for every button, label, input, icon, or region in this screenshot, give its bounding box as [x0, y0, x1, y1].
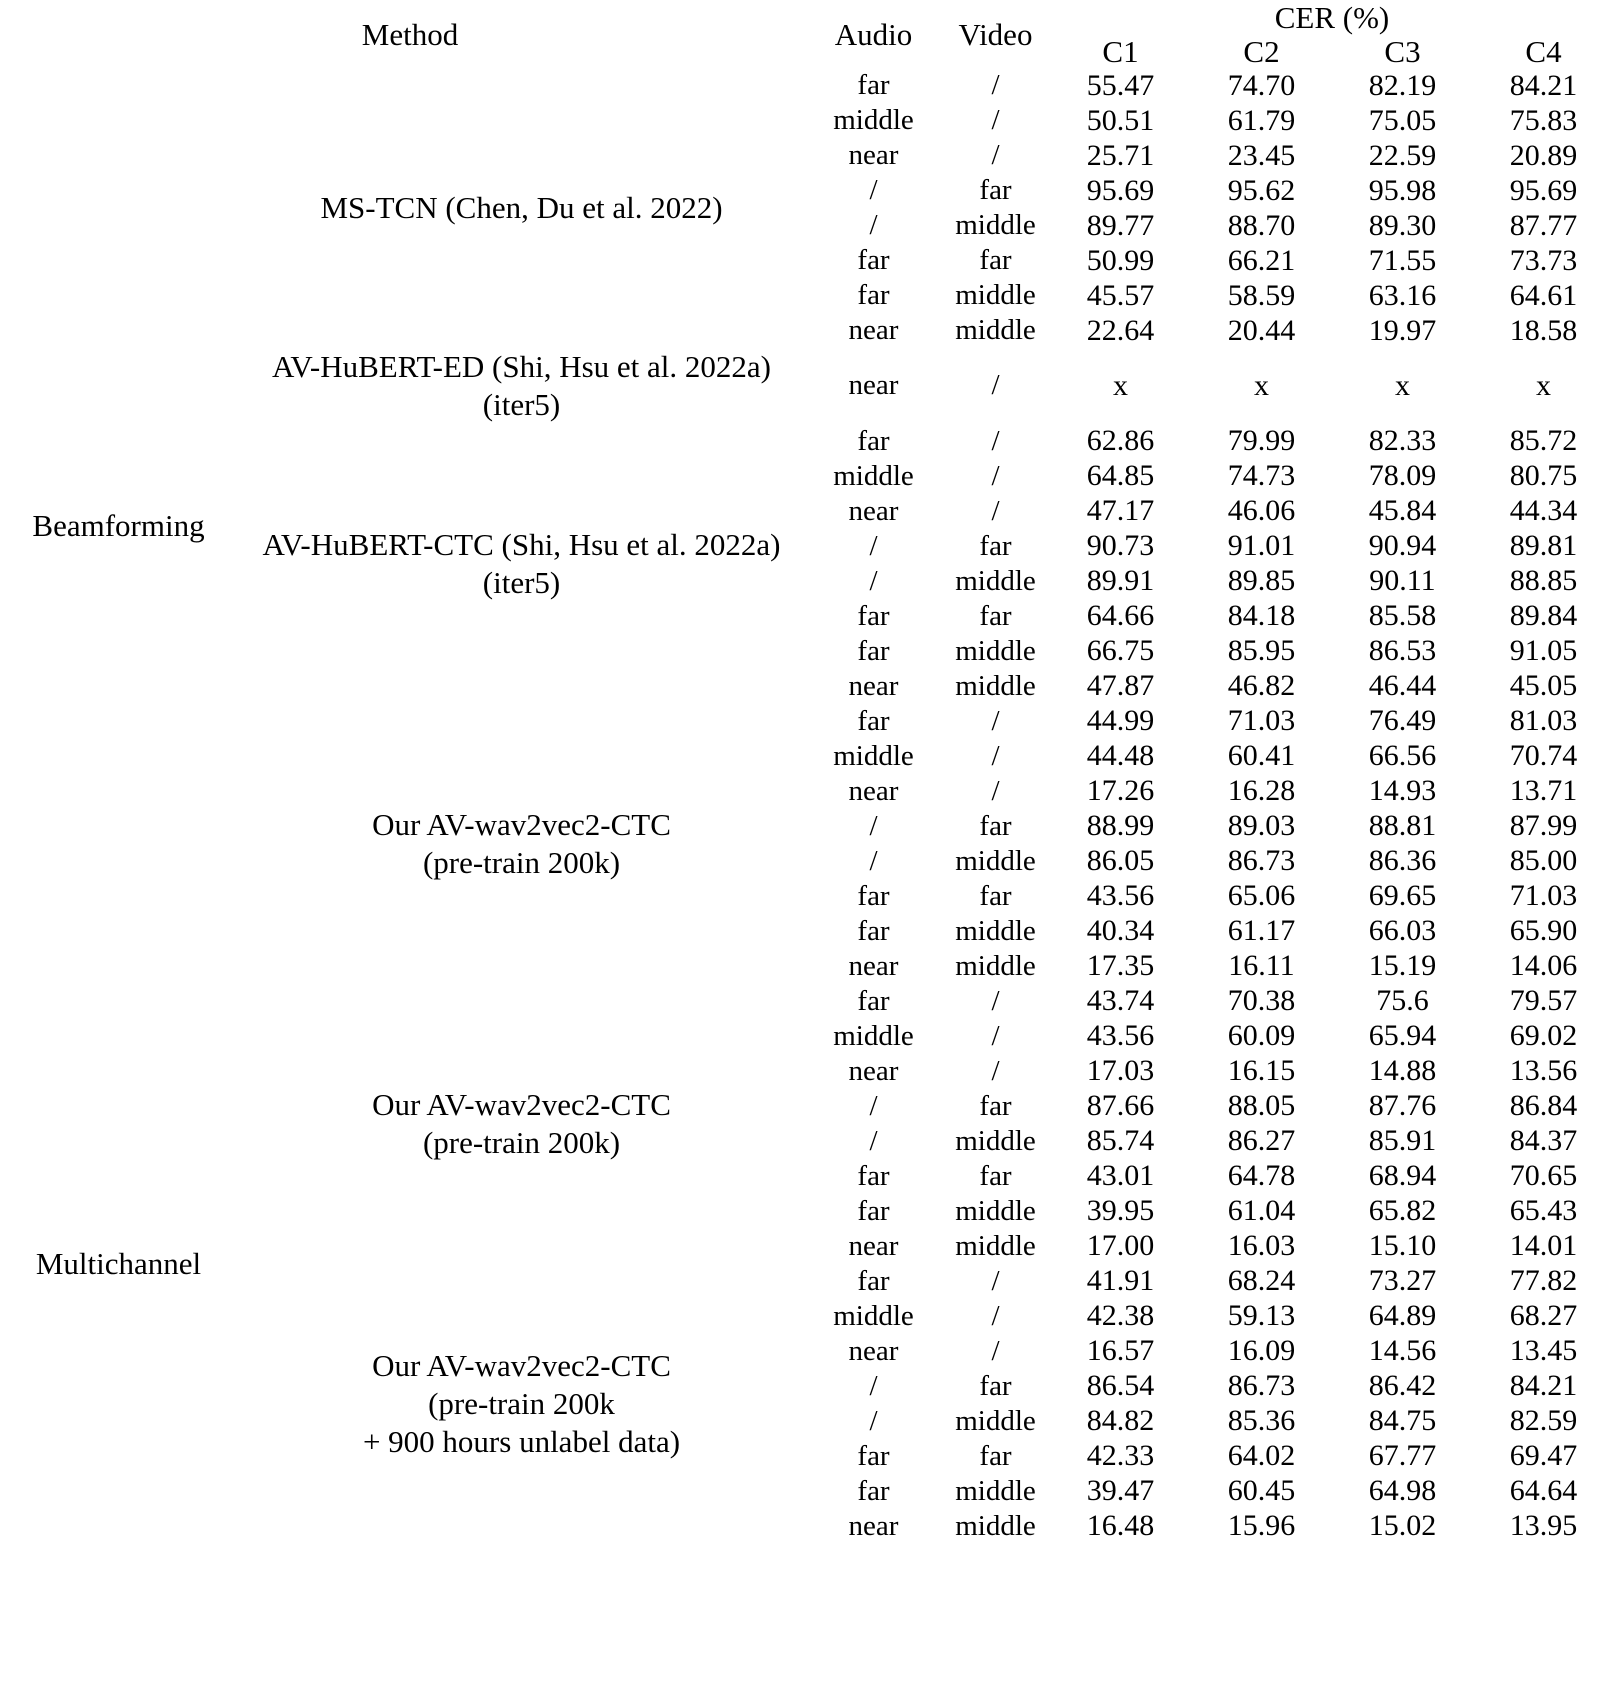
- cell-cer-c4: 71.03: [1509, 879, 1578, 913]
- cell-cer-c2: 89.03: [1227, 809, 1296, 843]
- cell-cer-c1: 42.38: [1086, 1299, 1155, 1333]
- header-audio: Audio: [834, 16, 913, 52]
- cell-video: /: [991, 139, 1000, 171]
- cell-video: middle: [955, 279, 1036, 311]
- cell-cer-c3: 19.97: [1368, 313, 1437, 347]
- cell-cer-c1: 41.91: [1086, 1264, 1155, 1298]
- method-label-line: (iter5): [482, 564, 561, 600]
- cell-cer-c2: 85.36: [1227, 1404, 1296, 1438]
- cell-video: middle: [955, 1404, 1036, 1437]
- cell-cer-c2: 46.06: [1227, 494, 1296, 528]
- cell-video: middle: [955, 914, 1036, 947]
- cell-cer-c2: 15.96: [1227, 1509, 1296, 1543]
- cell-cer-c4: 45.05: [1509, 669, 1578, 703]
- method-label: [237, 1264, 806, 1544]
- cell-video: /: [991, 1054, 1000, 1087]
- method-label-line: Our AV-wav2vec2-CTC: [372, 1086, 671, 1122]
- cell-cer-c4: 79.57: [1509, 984, 1578, 1018]
- cell-cer-c3: 64.98: [1368, 1474, 1437, 1508]
- cell-audio: /: [869, 1404, 878, 1437]
- cell-cer-c1: 64.66: [1086, 599, 1155, 633]
- cell-cer-c3: 14.56: [1368, 1334, 1437, 1368]
- method-label-line: (iter5): [482, 386, 561, 422]
- cell-cer-c4: 85.72: [1509, 424, 1578, 458]
- cell-cer-c3: 22.59: [1368, 138, 1437, 172]
- cell-cer-c4: 85.00: [1509, 844, 1578, 878]
- table-row: [0, 348, 1614, 424]
- cell-cer-c2: 88.70: [1227, 208, 1296, 242]
- cell-audio: near: [848, 369, 899, 402]
- cell-cer-c2: 59.13: [1227, 1299, 1296, 1333]
- cell-cer-c4: 65.43: [1509, 1194, 1578, 1228]
- cell-cer-c2: 70.38: [1227, 984, 1296, 1018]
- cell-audio: far: [857, 1159, 890, 1192]
- cell-cer-c2: 66.21: [1227, 243, 1296, 277]
- cell-cer-c1: 50.99: [1086, 243, 1155, 277]
- cell-video: far: [979, 1159, 1012, 1192]
- cell-audio: /: [869, 529, 878, 562]
- cell-video: /: [991, 459, 1000, 492]
- cell-cer-c1: 64.85: [1086, 459, 1155, 493]
- table-row: [0, 1264, 1614, 1299]
- cell-audio: far: [857, 704, 890, 737]
- cell-cer-c1: 17.26: [1086, 774, 1155, 808]
- cell-audio: far: [857, 984, 890, 1017]
- cell-audio: /: [869, 844, 878, 877]
- cell-video: middle: [955, 209, 1036, 241]
- cell-cer-c3: 15.02: [1368, 1509, 1437, 1543]
- method-label-line: AV-HuBERT-CTC (Shi, Hsu et al. 2022a): [262, 526, 781, 562]
- cell-cer-c2: 74.73: [1227, 459, 1296, 493]
- method-label-line: + 900 hours unlabel data): [362, 1423, 681, 1459]
- cell-audio: far: [857, 879, 890, 912]
- cell-video: middle: [955, 314, 1036, 346]
- cell-cer-c4: 14.06: [1509, 949, 1578, 983]
- method-label: [237, 424, 806, 704]
- cell-cer-c3: 84.75: [1368, 1404, 1437, 1438]
- cell-cer-c3: 88.81: [1368, 809, 1437, 843]
- cell-cer-c1: 39.47: [1086, 1474, 1155, 1508]
- cell-cer-c3: 95.98: [1368, 173, 1437, 207]
- method-label-line: Our AV-wav2vec2-CTC: [372, 1347, 671, 1383]
- cell-cer-c3: 73.27: [1368, 1264, 1437, 1298]
- cell-cer-c4: x: [1536, 368, 1551, 402]
- cell-cer-c1: 89.91: [1086, 564, 1155, 598]
- cell-audio: far: [857, 914, 890, 947]
- cell-cer-c2: 68.24: [1227, 1264, 1296, 1298]
- cell-audio: /: [869, 1124, 878, 1157]
- cell-video: /: [991, 1299, 1000, 1332]
- cell-cer-c3: 15.19: [1368, 949, 1437, 983]
- cell-cer-c2: 91.01: [1227, 529, 1296, 563]
- cell-cer-c1: 50.51: [1086, 103, 1155, 137]
- cell-audio: near: [848, 1229, 899, 1262]
- cell-audio: near: [848, 1509, 899, 1542]
- cell-cer-c2: 89.85: [1227, 564, 1296, 598]
- cell-cer-c1: 43.01: [1086, 1159, 1155, 1193]
- cell-video: middle: [955, 634, 1036, 667]
- cell-audio: /: [869, 809, 878, 842]
- cell-video: middle: [955, 564, 1036, 597]
- cell-cer-c3: 69.65: [1368, 879, 1437, 913]
- cell-cer-c4: 73.73: [1509, 243, 1578, 277]
- cell-video: /: [991, 739, 1000, 772]
- cell-audio: far: [857, 1264, 890, 1297]
- cell-cer-c2: 84.18: [1227, 599, 1296, 633]
- cell-audio: /: [869, 1369, 878, 1402]
- cell-video: /: [991, 69, 1000, 101]
- cell-audio: middle: [833, 459, 914, 492]
- cell-cer-c2: 61.17: [1227, 914, 1296, 948]
- cell-cer-c1: x: [1113, 368, 1128, 402]
- cell-audio: /: [869, 564, 878, 597]
- cell-cer-c3: 90.94: [1368, 529, 1437, 563]
- cell-audio: middle: [833, 1299, 914, 1332]
- method-label: [237, 68, 806, 348]
- cell-cer-c3: 14.88: [1368, 1054, 1437, 1088]
- cell-video: /: [991, 774, 1000, 807]
- cell-cer-c1: 88.99: [1086, 809, 1155, 843]
- cell-cer-c2: 60.41: [1227, 739, 1296, 773]
- table-row: [0, 984, 1614, 1019]
- cell-video: far: [979, 1439, 1012, 1472]
- cell-cer-c4: 82.59: [1509, 1404, 1578, 1438]
- cell-cer-c4: 14.01: [1509, 1229, 1578, 1263]
- cell-cer-c3: 87.76: [1368, 1089, 1437, 1123]
- cell-cer-c1: 42.33: [1086, 1439, 1155, 1473]
- group-label-beamforming: Beamforming: [32, 508, 205, 544]
- cell-audio: far: [857, 634, 890, 667]
- cell-audio: near: [848, 494, 899, 527]
- cell-audio: /: [869, 1089, 878, 1122]
- cell-cer-c3: 86.36: [1368, 844, 1437, 878]
- header-video: Video: [958, 16, 1033, 52]
- cell-cer-c4: 13.56: [1509, 1054, 1578, 1088]
- cell-audio: far: [857, 599, 890, 632]
- method-label: [237, 348, 806, 424]
- cell-cer-c3: 90.11: [1369, 564, 1436, 598]
- group-label-multichannel: Multichannel: [35, 1246, 202, 1282]
- cell-cer-c1: 95.69: [1086, 173, 1155, 207]
- cell-cer-c2: 86.27: [1227, 1124, 1296, 1158]
- cell-cer-c3: 66.56: [1368, 739, 1437, 773]
- method-label-line: Our AV-wav2vec2-CTC: [372, 806, 671, 842]
- cell-cer-c2: 60.45: [1227, 1474, 1296, 1508]
- cell-cer-c1: 22.64: [1086, 313, 1155, 347]
- cell-video: far: [979, 1369, 1012, 1402]
- cell-audio: near: [848, 1334, 899, 1367]
- cell-cer-c3: 82.33: [1368, 424, 1437, 458]
- method-label-line: (pre-train 200k: [428, 1385, 615, 1421]
- cell-video: /: [991, 104, 1000, 136]
- cell-cer-c2: 16.15: [1227, 1054, 1296, 1088]
- cell-cer-c1: 62.86: [1086, 424, 1155, 458]
- cell-video: middle: [955, 1509, 1036, 1542]
- cell-audio: /: [869, 174, 878, 206]
- cell-cer-c1: 40.34: [1086, 914, 1155, 948]
- cell-audio: far: [857, 424, 890, 457]
- cell-cer-c4: 87.77: [1509, 208, 1578, 242]
- method-label-line: (pre-train 200k): [422, 844, 621, 880]
- cell-cer-c1: 17.00: [1086, 1229, 1155, 1263]
- cell-video: far: [979, 1089, 1012, 1122]
- cell-cer-c2: 79.99: [1227, 424, 1296, 458]
- cell-video: /: [991, 1264, 1000, 1297]
- cell-cer-c4: 89.84: [1509, 599, 1578, 633]
- table-body: [0, 68, 1614, 1544]
- cell-cer-c1: 39.95: [1086, 1194, 1155, 1228]
- cell-cer-c4: 95.69: [1509, 173, 1578, 207]
- cell-audio: far: [857, 1474, 890, 1507]
- cell-cer-c4: 65.90: [1509, 914, 1578, 948]
- cell-cer-c2: 64.02: [1227, 1439, 1296, 1473]
- cell-cer-c4: 87.99: [1509, 809, 1578, 843]
- cell-cer-c4: 64.61: [1509, 278, 1578, 312]
- cell-audio: /: [869, 209, 878, 241]
- cell-audio: near: [848, 314, 899, 346]
- cell-cer-c1: 43.56: [1086, 879, 1155, 913]
- cell-cer-c3: 64.89: [1368, 1299, 1437, 1333]
- cell-video: /: [991, 704, 1000, 737]
- header-c1: C1: [1102, 33, 1139, 69]
- cell-cer-c3: 82.19: [1368, 68, 1437, 102]
- cell-cer-c2: 46.82: [1227, 669, 1296, 703]
- cell-cer-c1: 44.99: [1086, 704, 1155, 738]
- cell-cer-c1: 86.54: [1086, 1369, 1155, 1403]
- cell-audio: far: [857, 244, 890, 276]
- cell-cer-c3: 86.42: [1368, 1369, 1437, 1403]
- cell-video: /: [991, 369, 1000, 402]
- cell-cer-c4: 81.03: [1509, 704, 1578, 738]
- cell-audio: near: [848, 669, 899, 702]
- cell-audio: middle: [833, 104, 914, 136]
- cell-cer-c2: 16.09: [1227, 1334, 1296, 1368]
- cell-cer-c2: 16.28: [1227, 774, 1296, 808]
- method-label-line: AV-HuBERT-ED (Shi, Hsu et al. 2022a): [271, 349, 771, 384]
- cell-cer-c4: 86.84: [1509, 1089, 1578, 1123]
- cell-cer-c2: 85.95: [1227, 634, 1296, 668]
- cell-audio: near: [848, 1054, 899, 1087]
- cell-cer-c1: 25.71: [1086, 138, 1155, 172]
- cell-cer-c2: 71.03: [1227, 704, 1296, 738]
- cell-cer-c3: 71.55: [1368, 243, 1437, 277]
- cell-cer-c4: 89.81: [1509, 529, 1578, 563]
- cell-cer-c4: 88.85: [1509, 564, 1578, 598]
- cell-cer-c1: 87.66: [1086, 1089, 1155, 1123]
- method-label: [237, 984, 806, 1264]
- cell-cer-c1: 85.74: [1086, 1124, 1155, 1158]
- table-header: [0, 0, 1614, 68]
- header-c2: C2: [1243, 33, 1280, 69]
- cell-video: far: [979, 599, 1012, 632]
- cell-cer-c1: 16.48: [1086, 1509, 1155, 1543]
- cell-cer-c3: 66.03: [1368, 914, 1437, 948]
- cell-cer-c2: 58.59: [1227, 278, 1296, 312]
- cell-video: far: [979, 879, 1012, 912]
- cell-video: /: [991, 1334, 1000, 1367]
- cell-cer-c3: 78.09: [1368, 459, 1437, 493]
- cell-cer-c2: 65.06: [1227, 879, 1296, 913]
- cell-cer-c1: 89.77: [1086, 208, 1155, 242]
- table-row: [0, 704, 1614, 739]
- cell-audio: near: [848, 774, 899, 807]
- cell-cer-c1: 47.17: [1086, 494, 1155, 528]
- cell-video: middle: [955, 1474, 1036, 1507]
- cell-cer-c3: 68.94: [1368, 1159, 1437, 1193]
- cell-cer-c1: 43.56: [1086, 1019, 1155, 1053]
- cell-cer-c2: 16.11: [1228, 949, 1295, 983]
- cell-cer-c3: 89.30: [1368, 208, 1437, 242]
- cell-video: /: [991, 494, 1000, 527]
- cell-cer-c4: 44.34: [1509, 494, 1578, 528]
- cell-audio: near: [848, 139, 899, 171]
- cell-cer-c3: 75.05: [1368, 103, 1437, 137]
- cell-video: far: [979, 529, 1012, 562]
- cell-cer-c1: 45.57: [1086, 278, 1155, 312]
- cell-cer-c1: 84.82: [1086, 1404, 1155, 1438]
- cell-cer-c3: 75.6: [1376, 984, 1429, 1018]
- cell-cer-c3: 63.16: [1368, 278, 1437, 312]
- cell-cer-c3: 76.49: [1368, 704, 1437, 738]
- cell-cer-c4: 84.37: [1509, 1124, 1578, 1158]
- table-row: [0, 424, 1614, 459]
- cell-cer-c2: 16.03: [1227, 1229, 1296, 1263]
- cell-cer-c3: 14.93: [1368, 774, 1437, 808]
- cell-cer-c2: x: [1254, 368, 1269, 402]
- cell-cer-c4: 69.02: [1509, 1019, 1578, 1053]
- cell-video: /: [991, 424, 1000, 457]
- cell-cer-c4: 18.58: [1509, 313, 1578, 347]
- cell-cer-c4: 13.71: [1509, 774, 1578, 808]
- cell-cer-c4: 75.83: [1509, 103, 1578, 137]
- cell-cer-c1: 90.73: [1086, 529, 1155, 563]
- cell-video: far: [979, 244, 1012, 276]
- cell-cer-c2: 20.44: [1227, 313, 1296, 347]
- cell-cer-c4: 84.21: [1509, 68, 1578, 102]
- cell-cer-c1: 66.75: [1086, 634, 1155, 668]
- header-cer-group: CER (%): [1274, 0, 1390, 35]
- cell-cer-c2: 86.73: [1227, 1369, 1296, 1403]
- cell-cer-c4: 70.65: [1509, 1159, 1578, 1193]
- cell-cer-c4: 68.27: [1509, 1299, 1578, 1333]
- cell-video: middle: [955, 669, 1036, 702]
- cell-cer-c3: 65.82: [1368, 1194, 1437, 1228]
- cell-video: middle: [955, 1124, 1036, 1157]
- cell-cer-c1: 55.47: [1086, 68, 1155, 102]
- cell-cer-c3: 45.84: [1368, 494, 1437, 528]
- cell-cer-c4: 91.05: [1509, 634, 1578, 668]
- cell-cer-c3: 86.53: [1368, 634, 1437, 668]
- cell-cer-c1: 47.87: [1086, 669, 1155, 703]
- cell-cer-c3: 67.77: [1368, 1439, 1437, 1473]
- cell-cer-c4: 13.45: [1509, 1334, 1578, 1368]
- cell-audio: middle: [833, 739, 914, 772]
- cell-video: middle: [955, 844, 1036, 877]
- header-c4: C4: [1525, 33, 1562, 69]
- cell-audio: far: [857, 1439, 890, 1472]
- cell-cer-c3: 15.10: [1368, 1229, 1437, 1263]
- method-label-line: MS-TCN (Chen, Du et al. 2022): [320, 190, 723, 226]
- cell-cer-c3: 46.44: [1368, 669, 1437, 703]
- cell-cer-c1: 43.74: [1086, 984, 1155, 1018]
- cell-cer-c2: 64.78: [1227, 1159, 1296, 1193]
- cell-audio: near: [848, 949, 899, 982]
- cell-cer-c2: 61.79: [1227, 103, 1296, 137]
- cell-cer-c1: 17.03: [1086, 1054, 1155, 1088]
- cell-audio: far: [857, 69, 890, 101]
- method-label-line: (pre-train 200k): [422, 1124, 621, 1160]
- cell-cer-c1: 86.05: [1086, 844, 1155, 878]
- cell-video: /: [991, 984, 1000, 1017]
- cell-video: far: [979, 174, 1012, 206]
- cell-video: /: [991, 1019, 1000, 1052]
- cell-cer-c4: 80.75: [1509, 459, 1578, 493]
- cell-cer-c1: 44.48: [1086, 739, 1155, 773]
- cell-cer-c4: 64.64: [1509, 1474, 1578, 1508]
- cell-cer-c4: 84.21: [1509, 1369, 1578, 1403]
- cell-video: middle: [955, 1229, 1036, 1262]
- cell-cer-c2: 88.05: [1227, 1089, 1296, 1123]
- cell-cer-c3: 85.91: [1368, 1124, 1437, 1158]
- cell-cer-c2: 60.09: [1227, 1019, 1296, 1053]
- cell-cer-c2: 61.04: [1227, 1194, 1296, 1228]
- header-c3: C3: [1384, 33, 1421, 69]
- cell-cer-c2: 86.73: [1227, 844, 1296, 878]
- cell-cer-c4: 13.95: [1509, 1509, 1578, 1543]
- cell-audio: far: [857, 279, 890, 311]
- cell-cer-c4: 20.89: [1509, 138, 1578, 172]
- cell-cer-c2: 74.70: [1227, 68, 1296, 102]
- cell-cer-c2: 95.62: [1227, 173, 1296, 207]
- table-row: [0, 68, 1614, 103]
- header-method: Method: [361, 16, 459, 52]
- cell-cer-c3: 65.94: [1368, 1019, 1437, 1053]
- cell-cer-c3: 85.58: [1368, 599, 1437, 633]
- cell-cer-c2: 23.45: [1227, 138, 1296, 172]
- cell-audio: middle: [833, 1019, 914, 1052]
- cell-cer-c3: x: [1395, 368, 1410, 402]
- cell-audio: far: [857, 1194, 890, 1227]
- header-row-primary: [0, 0, 1614, 34]
- cell-cer-c4: 70.74: [1509, 739, 1578, 773]
- cell-cer-c1: 16.57: [1086, 1334, 1155, 1368]
- method-label: [237, 704, 806, 984]
- cell-cer-c4: 77.82: [1509, 1264, 1578, 1298]
- cell-cer-c1: 17.35: [1086, 949, 1155, 983]
- cell-video: far: [979, 809, 1012, 842]
- cell-cer-c4: 69.47: [1509, 1439, 1578, 1473]
- cell-video: middle: [955, 949, 1036, 982]
- cell-video: middle: [955, 1194, 1036, 1227]
